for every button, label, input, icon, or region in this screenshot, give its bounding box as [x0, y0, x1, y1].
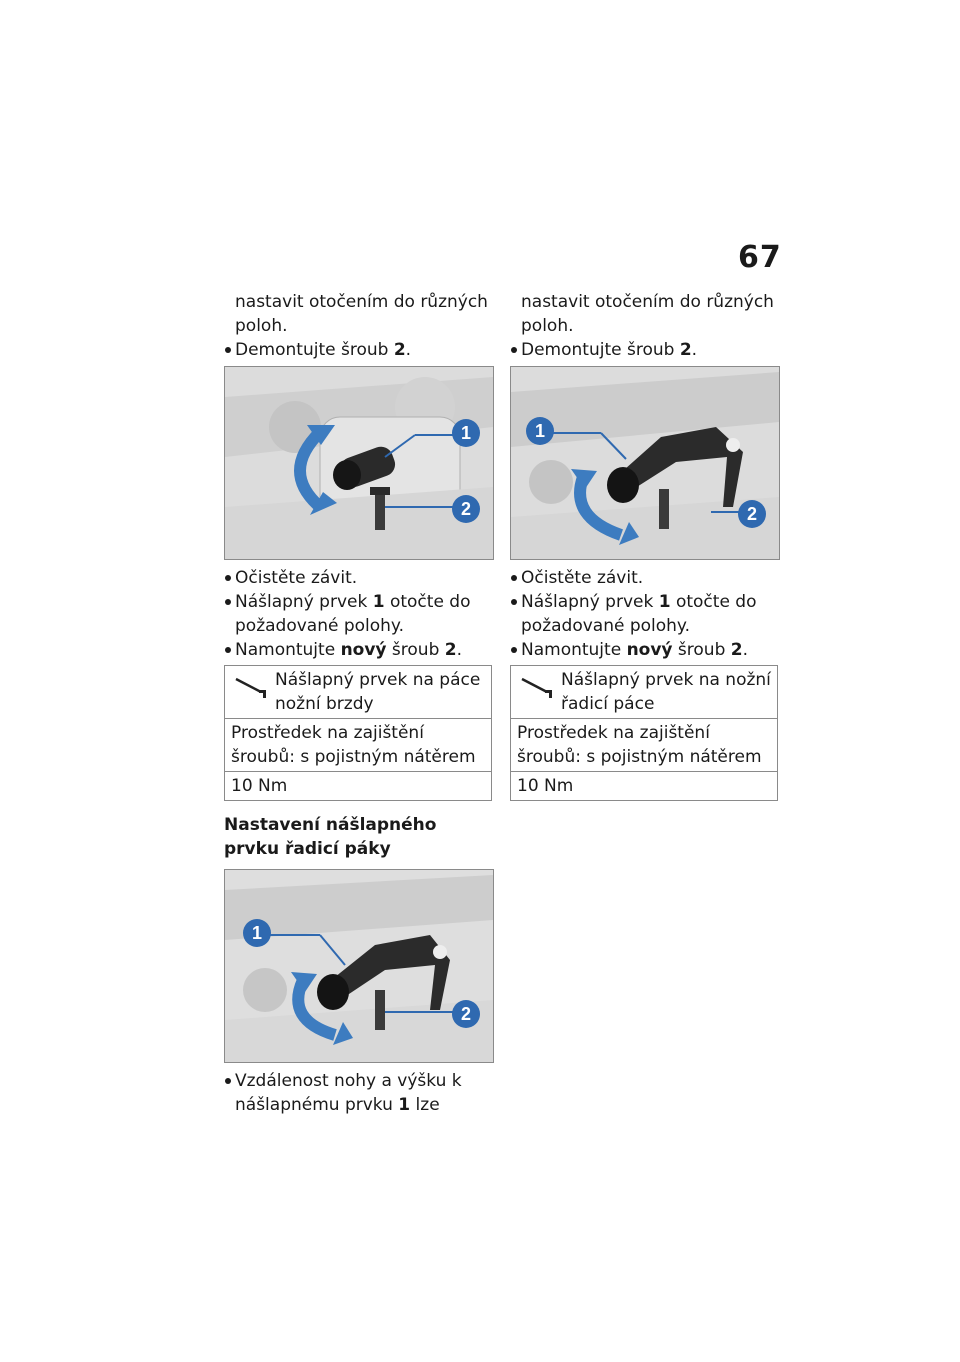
svg-text:1: 1 [251, 923, 263, 943]
intro-text: nastavit otočením do různých poloh. [521, 292, 774, 336]
svg-text:2: 2 [746, 504, 758, 524]
torque-spec-table [224, 665, 492, 801]
right-column [510, 290, 780, 801]
spec-locking-row: Prostředek na zajištění šroubů: s pojistným nátěrem [225, 718, 491, 771]
spec-torque-row: 10 Nm [511, 771, 777, 800]
step-clean-thread: Očistěte závit. [224, 566, 494, 590]
step-remove-screw: Demontujte šroub 2. [224, 338, 494, 362]
brake-pedal-photo [224, 366, 494, 560]
shift-lever-photo [224, 869, 494, 1063]
step-remove-screw: Demontujte šroub 2. [510, 338, 780, 362]
step-distance: Vzdálenost nohy a výšku k nášlapnému prvku 1 lze [224, 1069, 494, 1117]
wrench-icon [519, 676, 555, 700]
shift-pedal-photo [510, 366, 780, 560]
svg-text:1: 1 [460, 423, 472, 443]
section-heading: Nastavení nášlapného prvku řadicí páky [224, 815, 437, 859]
step-rotate-pedal: Nášlapný prvek 1 otočte do požadované polohy. [510, 590, 780, 638]
step-clean-thread: Očistěte závit. [510, 566, 780, 590]
step-install-screw: Namontujte nový šroub 2. [224, 638, 494, 662]
wrench-icon [233, 676, 269, 700]
svg-text:2: 2 [460, 1004, 472, 1024]
left-column [224, 290, 494, 1117]
step-install-screw: Namontujte nový šroub 2. [510, 638, 780, 662]
intro-text: nastavit otočením do různých poloh. [235, 292, 488, 336]
page-number: 67 [738, 240, 782, 275]
spec-title-row: Nášlapný prvek na páce nožní brzdy [225, 666, 491, 718]
spec-torque-row: 10 Nm [225, 771, 491, 800]
step-rotate-pedal: Nášlapný prvek 1 otočte do požadované polohy. [224, 590, 494, 638]
svg-text:1: 1 [534, 421, 546, 441]
torque-spec-table [510, 665, 778, 801]
spec-locking-row: Prostředek na zajištění šroubů: s pojistným nátěrem [511, 718, 777, 771]
spec-title-row: Nášlapný prvek na nožní řadicí páce [511, 666, 777, 718]
svg-text:2: 2 [460, 499, 472, 519]
